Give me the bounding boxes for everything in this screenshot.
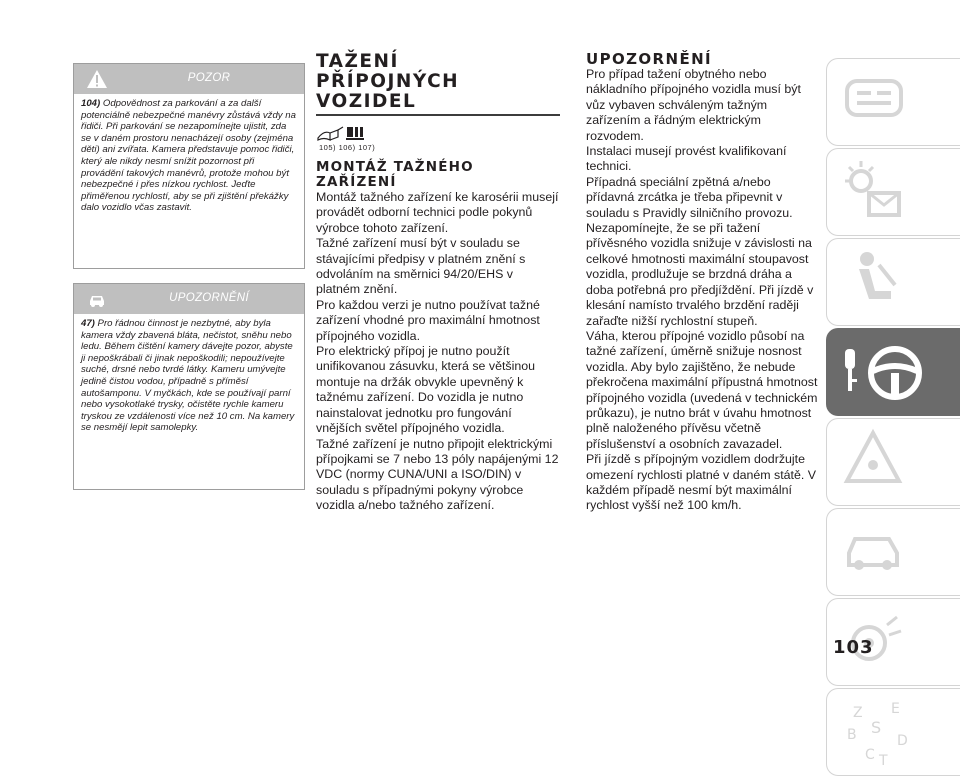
book-reference-icon — [316, 124, 346, 142]
tab-dashboard[interactable] — [826, 58, 960, 146]
warning-box-pozor — [73, 63, 305, 269]
svg-text:B: B — [847, 727, 857, 743]
paragraph: Tažné zařízení je nutno připojit elektrickými přípojkami se 7 nebo 13 póly napájenými 12 VDC (normy CUNA/UNI a ISO/DIN) v souladu s případnými pokyny výrobce vozidla a/nebo tažného zařízení. — [316, 436, 559, 513]
tab-maintenance[interactable] — [826, 508, 960, 596]
warning-box-header — [74, 64, 304, 94]
svg-text:C: C — [865, 747, 875, 763]
lamp-warning-icon — [344, 124, 368, 142]
title-rule — [316, 114, 560, 116]
paragraph: Pro elektrický přípoj je nutno použít unifikovanou zásuvku, která se většinou montuje na držák obvykle upevněný k tažnému zařízení. Do vozidla je nutno nainstalovat jednotku pro fungování vnějších světel přípojného vozidla. — [316, 344, 536, 436]
paragraph: Montáž tažného zařízení ke karosérii musejí provádět odborní technici podle pokynů výrobce tohoto zařízení. — [316, 190, 559, 235]
tab-starting-driving[interactable] — [826, 328, 960, 416]
warning-box-text — [74, 314, 304, 440]
car-warning-icon — [86, 289, 108, 309]
paragraph: Váha, kterou přípojné vozidlo působí na tažné zařízení, úměrně snižuje nosnost vozidla. Aby bylo zajištěno, že nebude překročena maximální přípustná hmotnost přípojného vozidla (uvedená v technickém průkazu), je nutno brát v úvahu hmotnost plně naloženého přívěsu včetně příslušenství a osobních zavazadel. — [586, 328, 818, 451]
svg-text:T: T — [879, 753, 888, 769]
tab-safety[interactable] — [826, 238, 960, 326]
warning-box-upozorneni — [73, 283, 305, 490]
tab-index[interactable] — [826, 688, 960, 776]
warning-box-title: UPOZORNĚNÍ — [169, 292, 249, 304]
body-text — [586, 67, 818, 514]
svg-text:S: S — [871, 718, 882, 737]
paragraph: Pro případ tažení obytného nebo nákladního přípojného vozidla musí být vůz vybaven schváleným tažným zařízením a řádným elektrickým rozvodem. — [586, 67, 801, 143]
seat-airbag-icon — [839, 245, 909, 319]
dashboard-car-icon — [839, 65, 909, 139]
warning-triangle-icon — [86, 69, 108, 89]
warning-paragraph: Odpovědnost za parkování a za další potenciálně nebezpečné manévry zůstává vždy na řidiči. Při parkování se nezapomínejte ujistit, zda se v daném prostoru nenacházejí osoby (zejména děti) ani zvířata. Kamera představuje pomoc řidiči, který ale nikdy nesmí snížit pozornost při provádění takových manévrů, protože mohou být nebezpečné i přes nízkou rychlost. Jeďte přiměřenou rychlostí, aby se při zjištění překážky dalo vozidlo včas zastavit. — [81, 98, 296, 214]
section-title: TAŽENÍ PŘÍPOJNÝCH VOZIDEL — [316, 51, 460, 112]
paragraph: Případná speciální zpětná a/nebo přídavná zrcátka je třeba připevnit v souladu s Pravidly silničního provozu. — [586, 174, 793, 220]
paragraph: Nezapomínejte, že se při tažení přívěsného vozidla snižuje v závislosti na celkové hmotnosti maximální stoupavost vozidla, prodlužuje se brzdná dráha a doba potřebná pro předjíždění. Při jízdě v klesání namísto trvalého brzdění raději zařaďte nižší rychlostní stupeň. — [586, 221, 814, 328]
subsection-title: UPOZORNĚNÍ — [586, 50, 713, 68]
warning-box-header — [74, 284, 304, 314]
middle-column — [316, 52, 560, 514]
lights-envelope-icon — [839, 155, 909, 229]
tab-emergency[interactable] — [826, 418, 960, 506]
body-text — [316, 190, 560, 514]
tab-lights[interactable] — [826, 148, 960, 236]
subsection-title: MONTÁŽ TAŽNÉHO ZAŘÍZENÍ — [316, 159, 474, 190]
warning-paragraph: Pro řádnou činnost je nezbytné, aby byla kamera vždy zbavená bláta, nečistot, sněhu nebo ledu. Během čištění kamery dávejte pozor, abyste ji nepoškrábali či jinak nepoškodili; nepoužívejte suché, drsné nebo tvrdé látky. Kameru umývejte jedině čistou vodou, případně s příměsí autošamponu. V myčkách, kde se používají parní nebo vysokotlaké trysky, očistěte rychle kameru tryskou ze vzdálenosti více než 10 cm. Na kamery se nesmějí lepit samolepky. — [81, 318, 295, 434]
svg-text:D: D — [897, 733, 908, 749]
key-steering-wheel-icon — [839, 335, 939, 409]
alphabetical-index-icon — [839, 695, 929, 769]
page-number: 103 — [833, 637, 874, 658]
car-wrench-icon — [839, 515, 909, 589]
paragraph: Instalaci musejí provést kvalifikovaní technici. — [586, 144, 787, 174]
paragraph: Při jízdě s přípojným vozidlem dodržujte omezení rychlosti platné v daném státě. V každém případě nesmí být maximální rychlost vyšší než 100 km/h. — [586, 452, 817, 513]
warning-triangle-car-icon — [839, 425, 909, 499]
warning-box-text — [74, 94, 304, 220]
right-column — [586, 52, 818, 514]
paragraph: Tažné zařízení musí být v souladu se stávajícími předpisy v platném znění s odvoláním na směrnici 94/20/EHS v platném znění. — [316, 236, 526, 297]
references: 105) 106) 107) — [319, 143, 376, 152]
paragraph: Pro každou verzi je nutno používat tažné zařízení vhodné pro maximální hmotnost přípojného vozidla. — [316, 297, 540, 343]
svg-text:Z: Z — [853, 705, 863, 721]
svg-text:E: E — [891, 701, 900, 717]
warning-number: 104) — [81, 98, 101, 109]
warning-number: 47) — [81, 318, 95, 329]
chapter-tabs — [826, 58, 960, 778]
towing-icons — [316, 122, 560, 142]
warning-box-title: POZOR — [187, 72, 231, 84]
